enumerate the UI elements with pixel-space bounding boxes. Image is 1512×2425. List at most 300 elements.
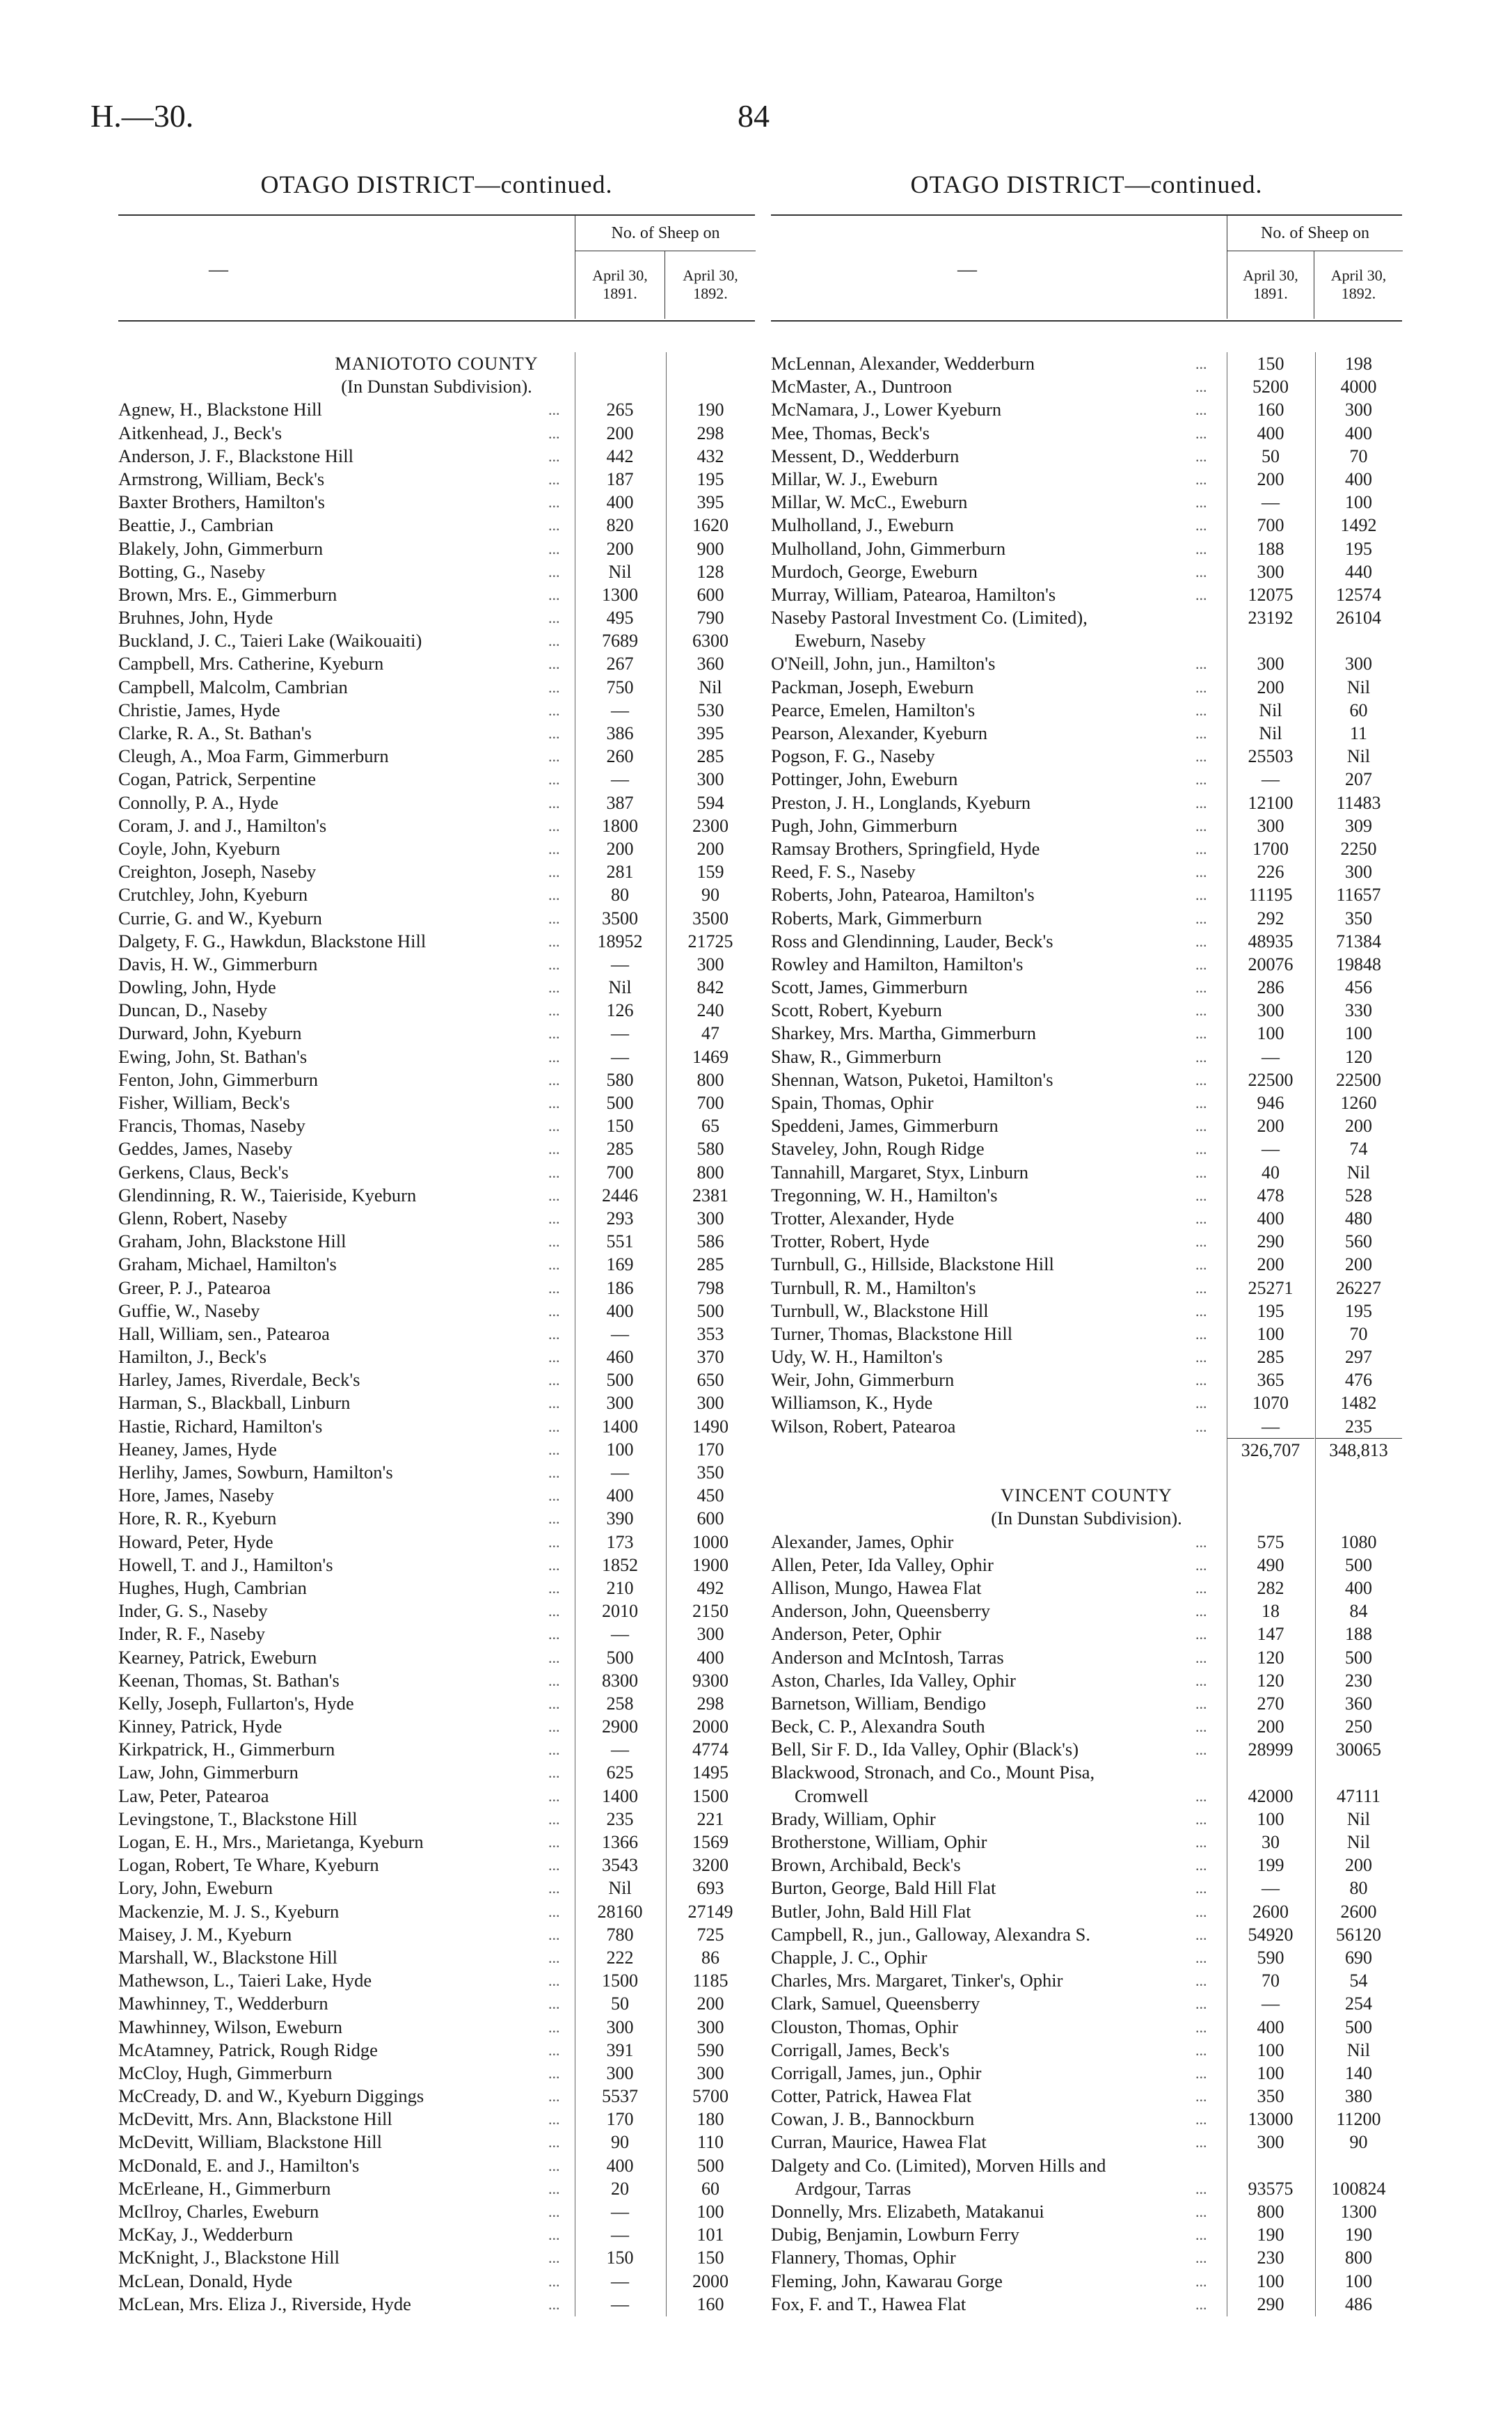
owner-name: Beattie, J., Cambrian: [118, 514, 273, 536]
name-column-dash: —: [209, 259, 228, 281]
owner-name: Campbell, Malcolm, Cambrian: [118, 676, 348, 697]
leader-dots: ...: [548, 1510, 560, 1528]
leader-dots: ...: [1195, 1002, 1207, 1020]
sheep-1892-value: 450: [697, 1485, 724, 1506]
sheep-1892-value: 300: [697, 954, 724, 974]
sheep-1891-value: 200: [606, 422, 634, 443]
sheep-1892-value: 440: [1345, 561, 1372, 582]
table-row: [118, 676, 755, 699]
table-row: [118, 1577, 755, 1599]
table-row: [771, 1207, 1402, 1230]
sheep-1891-value: 442: [606, 445, 634, 466]
sheep-1891-value: —: [1262, 492, 1280, 513]
sheep-1891-value: 580: [606, 1069, 634, 1090]
table-row: [118, 583, 755, 606]
leader-dots: ...: [548, 2087, 560, 2106]
table-row: [118, 837, 755, 860]
sheep-1891-value: 350: [1257, 2086, 1284, 2107]
table-row: [118, 2154, 755, 2177]
column-rule: [1315, 352, 1316, 2316]
sheep-1892-value: 65: [701, 1116, 719, 1137]
sheep-1891-value: 150: [606, 1116, 634, 1137]
owner-name: McKnight, J., Blackstone Hill: [118, 2247, 340, 2268]
owner-name: Blackwood, Stronach, and Co., Mount Pisa,: [771, 1762, 1095, 1783]
left-column: [118, 167, 755, 2316]
owner-name: Coram, J. and J., Hamilton's: [118, 814, 327, 836]
sheep-1892-value: 594: [697, 792, 724, 813]
sheep-1891-value: 100: [1257, 1023, 1284, 1044]
leader-dots: ...: [1195, 1579, 1207, 1597]
leader-dots: ...: [1195, 1163, 1207, 1181]
sheep-1891-value: 100: [1257, 2039, 1284, 2060]
sheep-1891-value: 222: [606, 1947, 634, 1968]
leader-dots: ...: [1195, 2133, 1207, 2151]
sheep-1891-value: 290: [1257, 1231, 1284, 1252]
table-row: [118, 976, 755, 999]
owner-name: Aston, Charles, Ida Valley, Ophir: [771, 1669, 1016, 1691]
sheep-1892-value: 60: [701, 2178, 719, 2199]
leader-dots: ...: [548, 1972, 560, 1990]
sheep-1891-value: —: [611, 2225, 629, 2245]
table-row: [118, 814, 755, 837]
sheep-1892-value: 2000: [692, 2270, 729, 2291]
leader-dots: ...: [1195, 1140, 1207, 1158]
table-row: [771, 1300, 1402, 1322]
owner-name: Allen, Peter, Ida Valley, Ophir: [771, 1554, 994, 1575]
sheep-1891-value: 23192: [1248, 608, 1294, 629]
sheep-1891-value: 490: [1257, 1554, 1284, 1575]
owner-name: McLean, Mrs. Eliza J., Riverside, Hyde: [118, 2293, 411, 2314]
table-row: [118, 1207, 755, 1230]
owner-name: Hall, William, sen., Patearoa: [118, 1322, 330, 1344]
owner-name: Barnetson, William, Bendigo: [771, 1692, 987, 1714]
sheep-1892-value: 188: [1345, 1624, 1372, 1645]
owner-name: Naseby Pastoral Investment Co. (Limited),: [771, 607, 1088, 629]
leader-dots: ...: [548, 2226, 560, 2244]
sheep-1892-value: 285: [697, 746, 724, 767]
owner-name: Howell, T. and J., Hamilton's: [118, 1554, 333, 1575]
table-row: [118, 2131, 755, 2154]
owner-name: Buckland, J. C., Taieri Lake (Waikouaiti): [118, 630, 422, 651]
leader-dots: ...: [548, 1925, 560, 1943]
sheep-1892-value: 26104: [1336, 608, 1381, 629]
owner-name: Guffie, W., Naseby: [118, 1300, 260, 1321]
owner-name: Blakely, John, Gimmerburn: [118, 537, 324, 559]
sheep-1891-value: 265: [606, 400, 634, 420]
table-row: [771, 1738, 1402, 1761]
page-number: 84: [738, 98, 770, 134]
sheep-1891-value: 30: [1262, 1832, 1280, 1852]
table-row: [771, 1622, 1402, 1645]
sheep-1892-value: 5700: [692, 2086, 729, 2107]
owner-name: Davis, H. W., Gimmerburn: [118, 953, 318, 974]
owner-name: Currie, G. and W., Kyeburn: [118, 907, 322, 929]
table-row: [118, 2293, 755, 2316]
sheep-1892-value: 380: [1345, 2086, 1372, 2107]
table-row: [771, 1877, 1402, 1899]
sheep-count-heading: No. of Sheep on: [1227, 216, 1403, 251]
owner-name: McLean, Donald, Hyde: [118, 2270, 293, 2291]
leader-dots: ...: [548, 1648, 560, 1666]
leader-dots: ...: [548, 401, 560, 419]
owner-name: Francis, Thomas, Naseby: [118, 1115, 305, 1137]
sheep-1892-value: 1490: [692, 1416, 729, 1437]
leader-dots: ...: [1195, 2249, 1207, 2267]
owner-name: Coyle, John, Kyeburn: [118, 837, 280, 859]
table-row: [118, 537, 755, 560]
owner-name: Charles, Mrs. Margaret, Tinker's, Ophir: [771, 1970, 1063, 1991]
sheep-1892-value: 90: [1349, 2132, 1368, 2153]
leader-dots: ...: [1195, 2110, 1207, 2128]
sheep-1891-value: 90: [611, 2132, 629, 2153]
owner-name: Logan, Robert, Te Whare, Kyeburn: [118, 1854, 379, 1876]
leader-dots: ...: [548, 1741, 560, 1759]
sheep-1891-value: 495: [606, 608, 634, 629]
owner-name: McLennan, Alexander, Wedderburn: [771, 353, 1035, 374]
subdivision-label: [118, 375, 755, 398]
leader-dots: ...: [548, 1186, 560, 1204]
owner-name: Corrigall, James, Beck's: [771, 2039, 950, 2060]
leader-dots: ...: [1195, 1602, 1207, 1620]
sheep-1892-value: 800: [697, 1162, 724, 1183]
table-row: [118, 2246, 755, 2269]
owner-name: Turnbull, W., Blackstone Hill: [771, 1300, 989, 1321]
sheep-1892-value: 200: [1345, 1254, 1372, 1275]
owner-name: O'Neill, John, jun., Hamilton's: [771, 653, 996, 674]
sheep-1892-value: 230: [1345, 1670, 1372, 1691]
sheep-1891-value: —: [1262, 769, 1280, 790]
sheep-1892-value: 2381: [692, 1185, 729, 1206]
sheep-table: [771, 352, 1402, 2316]
leader-dots: ...: [548, 793, 560, 812]
table-row: [118, 1137, 755, 1160]
sheep-1892-value: 2300: [692, 815, 729, 836]
leader-dots: ...: [1195, 863, 1207, 881]
owner-name: Trotter, Alexander, Hyde: [771, 1207, 955, 1229]
sheep-1892-value: 90: [701, 885, 719, 906]
sheep-1892-value: 74: [1349, 1139, 1368, 1160]
sheep-1891-value: 500: [606, 1370, 634, 1391]
leader-dots: ...: [1195, 1648, 1207, 1666]
sheep-1891-value: 200: [1257, 1116, 1284, 1137]
sheep-1892-value: 300: [697, 2016, 724, 2037]
sheep-1892-value: 360: [1345, 1693, 1372, 1714]
owner-name: VINCENT COUNTY: [1001, 1485, 1172, 1506]
table-row: [771, 445, 1402, 468]
table-row: [771, 583, 1402, 606]
owner-name: Cowan, J. B., Bannockburn: [771, 2108, 975, 2130]
sheep-1891-value: 235: [606, 1808, 634, 1829]
table-row: [118, 1531, 755, 1554]
sheep-1891-value: 150: [1257, 354, 1284, 374]
leader-dots: ...: [1195, 1533, 1207, 1551]
owner-name: McKay, J., Wedderburn: [118, 2224, 294, 2245]
table-row: [118, 2108, 755, 2131]
sheep-1892-value: 1495: [692, 1762, 729, 1783]
sheep-1892-value: 150: [697, 2248, 724, 2268]
sheep-1892-value: 480: [1345, 1208, 1372, 1229]
leader-dots: ...: [548, 2018, 560, 2036]
table-row: [118, 768, 755, 791]
sheep-1891-value: 300: [1257, 561, 1284, 582]
leader-dots: ...: [1195, 725, 1207, 742]
table-row: [118, 629, 755, 652]
leader-dots: ...: [548, 2133, 560, 2151]
table-row: [771, 953, 1402, 976]
sheep-1892-value: 100: [1345, 1023, 1372, 1044]
owner-name: Cotter, Patrick, Hawea Flat: [771, 2085, 972, 2107]
table-row: [118, 1923, 755, 1946]
leader-dots: ...: [1195, 2018, 1207, 2036]
leader-dots: ...: [1195, 1371, 1207, 1389]
sheep-1892-value: 456: [1345, 977, 1372, 998]
sheep-1892-value: 500: [1345, 1647, 1372, 1668]
leader-dots: ...: [1195, 1972, 1207, 1990]
table-row: [771, 606, 1402, 629]
owner-name: Cromwell: [795, 1785, 868, 1806]
leader-dots: ...: [548, 816, 560, 835]
table-row: [118, 1831, 755, 1854]
owner-name: Pearson, Alexander, Kyeburn: [771, 722, 987, 743]
owner-name: Kelly, Joseph, Fullarton's, Hyde: [118, 1692, 354, 1714]
table-row: [771, 1137, 1402, 1160]
owner-name: Pugh, John, Gimmerburn: [771, 814, 957, 836]
sheep-1892-value: 800: [697, 1069, 724, 1090]
sheep-1891-value: 200: [606, 838, 634, 859]
sheep-1892-value: Nil: [1346, 1162, 1371, 1183]
sheep-1892-value: 1000: [692, 1531, 729, 1552]
owner-name: Mee, Thomas, Beck's: [771, 422, 930, 443]
owner-name: Williamson, K., Hyde: [771, 1392, 933, 1414]
table-row: [118, 491, 755, 514]
sheep-1892-value: 395: [697, 492, 724, 513]
sheep-1892-value: 476: [1345, 1370, 1372, 1391]
table-row: [118, 2200, 755, 2223]
sheep-1892-value: 590: [697, 2039, 724, 2060]
sheep-1891-value: 365: [1257, 1370, 1284, 1391]
owner-name: Brown, Archibald, Beck's: [771, 1854, 961, 1876]
leader-dots: ...: [1195, 1625, 1207, 1643]
sheep-1891-value: Nil: [608, 1878, 632, 1899]
table-row: [771, 768, 1402, 791]
leader-dots: ...: [1195, 816, 1207, 835]
sheep-1892-value: 700: [697, 1093, 724, 1113]
sheep-1891-value: 551: [606, 1231, 634, 1252]
sheep-1892-value: 1080: [1340, 1531, 1377, 1552]
table-row: [118, 1230, 755, 1253]
sheep-1891-value: Nil: [608, 561, 632, 582]
leader-dots: ...: [1195, 1948, 1207, 1966]
sheep-1892-value: 11200: [1336, 2109, 1381, 2130]
leader-dots: ...: [1195, 1787, 1207, 1805]
sheep-1892-value: 1900: [692, 1554, 729, 1575]
table-row: [118, 2039, 755, 2062]
sheep-1891-value: 147: [1257, 1624, 1284, 1645]
leader-dots: ...: [548, 1856, 560, 1874]
sheep-1891-value: 12075: [1248, 584, 1294, 605]
sheep-1892-value: 250: [1345, 1716, 1372, 1737]
owner-name: Murdoch, George, Eweburn: [771, 560, 978, 582]
sheep-1892-value: 298: [697, 422, 724, 443]
sheep-1892-value: 100: [697, 2202, 724, 2222]
table-row: [118, 2062, 755, 2085]
sheep-1891-value: 7689: [602, 631, 638, 651]
table-row: [118, 422, 755, 445]
sheep-1892-value: 1492: [1340, 515, 1377, 536]
table-row: [771, 422, 1402, 445]
sheep-1892-value: 650: [697, 1370, 724, 1391]
leader-dots: ...: [548, 1094, 560, 1112]
table-row: [118, 1438, 755, 1461]
table-row: [118, 907, 755, 930]
sheep-1892-value: 300: [697, 1393, 724, 1414]
leader-dots: ...: [548, 1279, 560, 1297]
owner-name: Marshall, W., Blackstone Hill: [118, 1946, 338, 1968]
sheep-1892-value: 300: [697, 1208, 724, 1229]
sheep-1892-value: 2000: [692, 1716, 729, 1737]
owner-name: Hore, R. R., Kyeburn: [118, 1508, 277, 1529]
table-row: [118, 930, 755, 953]
owner-name: Butler, John, Bald Hill Flat: [771, 1900, 971, 1922]
table-row: [771, 352, 1402, 375]
sheep-1892-value: Nil: [1346, 2039, 1371, 2060]
table-row: [771, 1808, 1402, 1831]
leader-dots: ...: [1195, 1071, 1207, 1089]
table-row: [118, 1507, 755, 1530]
sheep-1892-value: 800: [1345, 2248, 1372, 2268]
table-row: [771, 2039, 1402, 2062]
sheep-1892-value: 1500: [692, 1785, 729, 1806]
sheep-1892-value: 348,813: [1315, 1438, 1402, 1462]
sheep-1891-value: —: [611, 954, 629, 974]
leader-dots: ...: [548, 2179, 560, 2197]
sheep-1891-value: 400: [1257, 2016, 1284, 2037]
table-row: [118, 1484, 755, 1507]
april-1892-heading: April 30, 1892.: [1330, 267, 1387, 302]
sheep-1891-value: 400: [1257, 422, 1284, 443]
sheep-1891-value: 460: [606, 1347, 634, 1368]
sheep-1892-value: 560: [1345, 1231, 1372, 1252]
sheep-1891-value: 226: [1257, 862, 1284, 883]
leader-dots: ...: [1195, 2295, 1207, 2313]
leader-dots: ...: [548, 1348, 560, 1366]
sheep-1891-value: 70: [1262, 1970, 1280, 1991]
owner-name: Beck, C. P., Alexandra South: [771, 1716, 985, 1737]
table-row: [118, 1461, 755, 1484]
leader-dots: ...: [1195, 516, 1207, 535]
sheep-1891-value: 187: [606, 468, 634, 489]
sheep-1891-value: —: [611, 1462, 629, 1483]
table-row: [118, 1785, 755, 1808]
leader-dots: ...: [1195, 1256, 1207, 1274]
sheep-1892-value: 530: [697, 700, 724, 720]
sheep-1891-value: —: [611, 1739, 629, 1760]
leader-dots: ...: [1195, 1209, 1207, 1227]
table-row: [771, 676, 1402, 699]
owner-name: Christie, James, Hyde: [118, 699, 280, 720]
leader-dots: ...: [548, 1025, 560, 1043]
owner-name: Dalgety, F. G., Hawkdun, Blackstone Hill: [118, 930, 427, 951]
leader-dots: ...: [548, 886, 560, 904]
leader-dots: ...: [548, 1833, 560, 1851]
sheep-1892-value: 3200: [692, 1855, 729, 1876]
sheep-1891-value: 400: [606, 2155, 634, 2176]
table-row: [118, 1761, 755, 1784]
owner-name: Brown, Mrs. E., Gimmerburn: [118, 583, 337, 605]
sheep-1892-value: 47111: [1336, 1785, 1381, 1806]
owner-name: Clark, Samuel, Queensberry: [771, 1993, 980, 2014]
sheep-1892-value: 9300: [692, 1670, 729, 1691]
table-row: [771, 1322, 1402, 1345]
leader-dots: ...: [1195, 2064, 1207, 2082]
owner-name: McAtamney, Patrick, Rough Ridge: [118, 2039, 378, 2060]
sheep-1892-value: 300: [697, 1624, 724, 1645]
leader-dots: ...: [1195, 1741, 1207, 1759]
table-row: [771, 1068, 1402, 1091]
table-row: [118, 699, 755, 722]
table-row: [771, 2016, 1402, 2039]
sheep-1892-value: 500: [697, 2155, 724, 2176]
sheep-1892-value: 360: [697, 654, 724, 674]
owner-name: Howard, Peter, Hyde: [118, 1531, 273, 1552]
leader-dots: ...: [1195, 1833, 1207, 1851]
owner-name: Scott, Robert, Kyeburn: [771, 1000, 942, 1021]
leader-dots: ...: [548, 516, 560, 535]
owner-name: Kirkpatrick, H., Gimmerburn: [118, 1739, 335, 1760]
sheep-1891-value: 12100: [1248, 792, 1294, 813]
sheep-1891-value: 1300: [602, 584, 638, 605]
sheep-1892-value: 200: [1345, 1116, 1372, 1137]
owner-name: Herlihy, James, Sowburn, Hamilton's: [118, 1462, 393, 1483]
owner-name: Crutchley, John, Kyeburn: [118, 884, 308, 906]
sheep-1892-value: 500: [1345, 2016, 1372, 2037]
sheep-1891-value: 750: [606, 677, 634, 697]
table-row: [771, 1114, 1402, 1137]
sheep-1891-value: 478: [1257, 1185, 1284, 1206]
owner-name: Mawhinney, T., Wedderburn: [118, 1993, 328, 2014]
leader-dots: ...: [548, 447, 560, 465]
owner-name: (In Dunstan Subdivision).: [991, 1508, 1182, 1529]
table-row: [118, 1277, 755, 1300]
owner-name: Harley, James, Riverdale, Beck's: [118, 1369, 360, 1391]
owner-name: Cogan, Patrick, Serpentine: [118, 768, 317, 790]
sheep-1891-value: 260: [606, 746, 634, 767]
owner-name: Turnbull, G., Hillside, Blackstone Hill: [771, 1254, 1054, 1275]
sheep-1891-value: 386: [606, 723, 634, 743]
sheep-1892-value: 195: [1345, 538, 1372, 559]
sheep-1892-value: 160: [697, 2293, 724, 2314]
owner-name: Brotherstone, William, Ophir: [771, 1831, 987, 1852]
leader-dots: ...: [1195, 1094, 1207, 1112]
leader-dots: ...: [1195, 839, 1207, 858]
table-row: [118, 1045, 755, 1068]
owner-name: Baxter Brothers, Hamilton's: [118, 491, 325, 513]
sheep-1891-value: 200: [1257, 1716, 1284, 1737]
sheep-1892-value: 140: [1345, 2062, 1372, 2083]
leader-dots: ...: [1195, 539, 1207, 558]
sheep-1892-value: 300: [697, 2062, 724, 2083]
sheep-1891-value: 5200: [1252, 377, 1289, 397]
leader-dots: ...: [548, 2295, 560, 2313]
sheep-1891-value: 126: [606, 1000, 634, 1021]
sheep-1891-value: 190: [1257, 2225, 1284, 2245]
sheep-1892-value: 725: [697, 1924, 724, 1945]
leader-dots: ...: [548, 1556, 560, 1574]
owner-name: Ardgour, Tarras: [795, 2177, 912, 2199]
table-row: [771, 1692, 1402, 1715]
leader-dots: ...: [1195, 1694, 1207, 1712]
sheep-1892-value: 790: [697, 608, 724, 629]
